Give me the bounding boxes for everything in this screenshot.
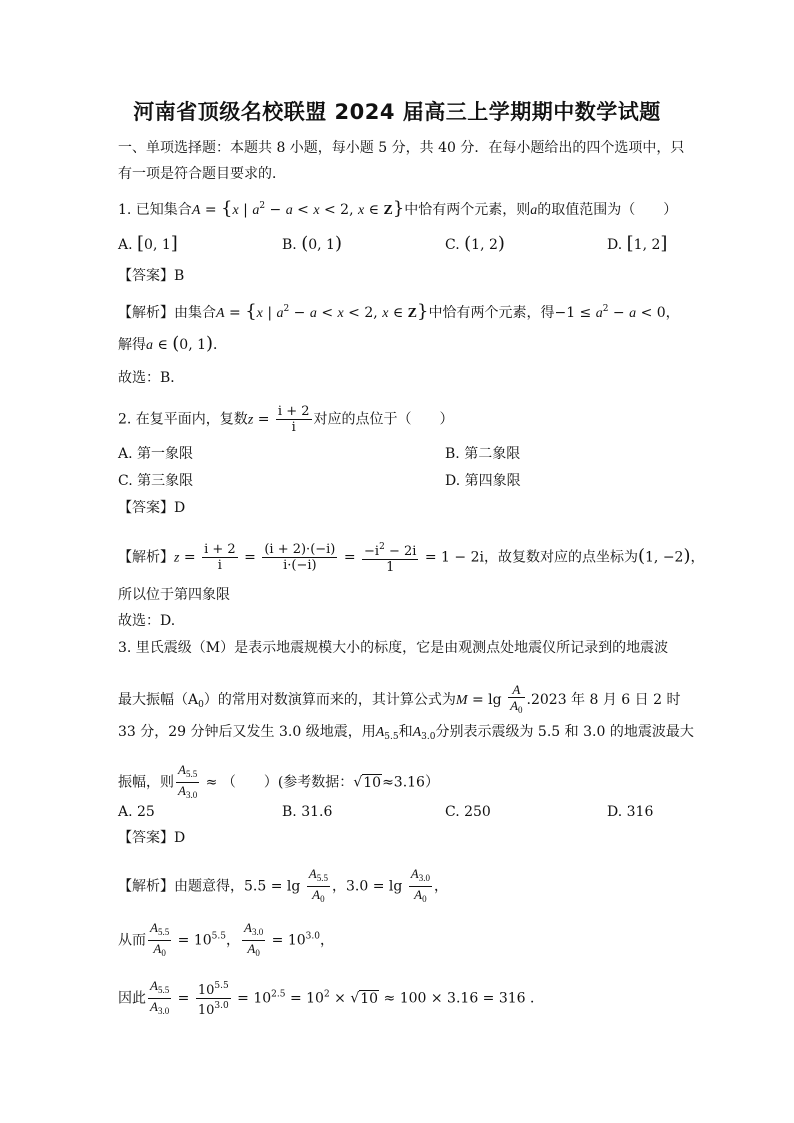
page-title: 河南省顶级名校联盟 2024 届高三上学期期中数学试题	[133, 100, 661, 124]
q3-analysis: 【解析】由题意得，5.5 = lg $\frac{A_{5.5}}{A_0}$ ，3.0 = lg $\frac{A_{3.0}}{A_0}$ ，	[118, 866, 448, 904]
q3-option-a: A. 25	[118, 804, 155, 820]
q1-answer: 【答案】B	[118, 268, 185, 284]
q2-analysis-line2: 所以位于第四象限	[118, 587, 230, 603]
q3-option-d: D. 316	[607, 804, 654, 820]
q3-hence: 因此 $\frac{A_{5.5}}{A_{3.0}}$ = $\frac{10^{5.5}}{10^{3.0}}$ = $10^{2.5} = 10^2 \times √10 \approx 100 \times 3.16 = 316$ ．	[118, 978, 545, 1018]
q1-analysis-solve: 解得a ∈ (0, 1)．	[118, 333, 228, 354]
q3-from: 从而 $\frac{A_{5.5}}{A_0}$ = $10^{5.5}$， $\frac{A_{3.0}}{A_0}$ = $10^{3.0}$，	[118, 920, 334, 958]
q2-conclusion: 故选：D.	[118, 613, 176, 629]
q1-option-c: C. (1, 2)	[445, 233, 505, 254]
q2-answer: 【答案】D	[118, 500, 186, 516]
section-heading-cont: 有一项是符合题目要求的．	[118, 166, 286, 182]
q2-option-d: D. 第四象限	[445, 473, 521, 489]
question-3-line3: 33 分，29 分钟后又发生 3.0 级地震，用$A_{5.5}$和$A_{3.0}$分别表示震级为 5.5 和 3.0 的地震波最大	[118, 724, 694, 742]
q3-answer: 【答案】D	[118, 830, 186, 846]
question-3-line2: 最大振幅$(A_0)$的常用对数演算而来的，其计算公式为M = lg $\frac{A}{A_0}$ .2023 年 8 月 6 日 2 时	[118, 682, 681, 715]
q3-option-c: C. 250	[445, 804, 491, 820]
question-3-line1: 3. 里氏震级（M）是表示地震规模大小的标度，它是由观测点处地震仪所记录到的地震波	[118, 640, 669, 656]
q1-option-b: B. (0, 1)	[282, 233, 342, 254]
q1-option-d: D. [1, 2]	[607, 233, 668, 254]
question-1-stem: 1. 已知集合A = {x | $a^2 - a < x < 2$, x ∈ Z}中恰有两个元素，则a的取值范围为（ ）	[118, 198, 678, 219]
q1-option-a: A. [0, 1]	[118, 233, 178, 254]
question-2-stem: 2. 在复平面内，复数z = $\frac{i + 2}{i}$ 对应的点位于（ ）	[118, 404, 454, 435]
q2-option-b: B. 第二象限	[445, 446, 521, 462]
q1-conclusion: 故选：B．	[118, 370, 185, 386]
question-3-line4: 振幅，则 $\frac{A_{5.5}}{A_{3.0}}$ ≈ （ ）(参考数据：√10≈3.16）	[118, 762, 439, 800]
q2-analysis: 【解析】z = $\frac{i + 2}{i}$ = $\frac{(i + 2)\cdot(-i)}{i\cdot(-i)}$ = $\frac{-i^2 - 2i}{1}$ = 1 − 2i，故复数对应的点坐标为(1, −2)，	[118, 542, 705, 575]
q3-option-b: B. 31.6	[282, 804, 333, 820]
section-heading: 一、单项选择题：本题共 8 小题，每小题 5 分，共 40 分．在每小题给出的四个选项中，只	[118, 140, 685, 156]
q2-option-c: C. 第三象限	[118, 473, 194, 489]
q2-option-a: A. 第一象限	[118, 446, 194, 462]
q1-analysis: 【解析】由集合A = {x | $a^2 - a < x < 2$, x ∈ Z}中恰有两个元素，得$-1 \le a^2 - a < 0$，	[118, 301, 680, 322]
